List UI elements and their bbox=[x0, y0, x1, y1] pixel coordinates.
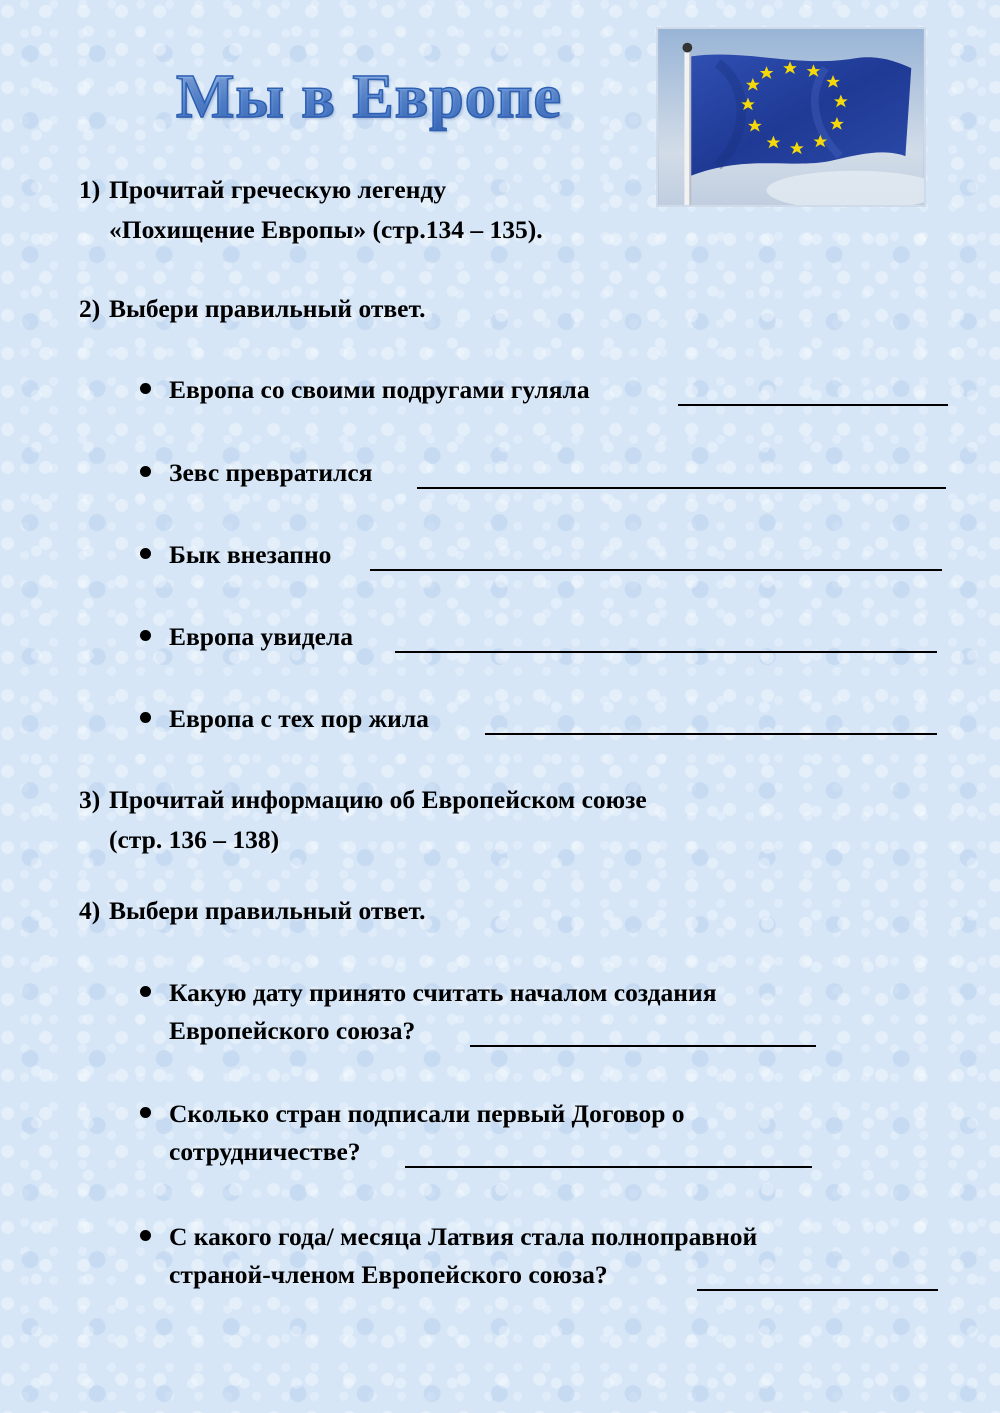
bullet-icon bbox=[140, 1107, 151, 1118]
answer-blank[interactable] bbox=[470, 1045, 816, 1047]
answer-blank[interactable] bbox=[485, 733, 937, 735]
list-item-text: С какого года/ месяца Латвия стала полноправной bbox=[169, 1222, 758, 1251]
question-text-line: (стр. 136 – 138) bbox=[109, 825, 280, 854]
question-number: 2) bbox=[79, 294, 101, 323]
eu-flag-icon bbox=[658, 29, 924, 205]
question-3 bbox=[79, 780, 647, 860]
question-text-line: Выбери правильный ответ. bbox=[109, 294, 426, 323]
list-item-text: страной-членом Европейского союза? bbox=[169, 1260, 608, 1289]
answer-blank[interactable] bbox=[417, 487, 946, 489]
question-number: 1) bbox=[79, 175, 101, 204]
list-item-text: Бык внезапно bbox=[169, 540, 332, 569]
question-number: 4) bbox=[79, 896, 101, 925]
bullet-icon bbox=[140, 383, 151, 394]
question-4 bbox=[79, 891, 425, 931]
list-item-text: Европейского союза? bbox=[169, 1016, 416, 1045]
list-item bbox=[0, 973, 950, 1053]
list-item-text: Европа со своими подругами гуляла bbox=[169, 375, 590, 404]
question-number: 3) bbox=[79, 785, 101, 814]
list-item-text: Какую дату принято считать началом создания bbox=[169, 978, 717, 1007]
bullet-icon bbox=[140, 630, 151, 641]
list-item-text: Сколько стран подписали первый Договор о bbox=[169, 1099, 685, 1128]
bullet-icon bbox=[140, 548, 151, 559]
list-item-text: Европа с тех пор жила bbox=[169, 704, 429, 733]
answer-blank[interactable] bbox=[395, 651, 937, 653]
bullet-icon bbox=[140, 712, 151, 723]
answer-blank[interactable] bbox=[697, 1289, 938, 1291]
question-text-line: Выбери правильный ответ. bbox=[109, 896, 426, 925]
bullet-icon bbox=[140, 986, 151, 997]
list-item bbox=[0, 1094, 950, 1174]
answer-blank[interactable] bbox=[405, 1166, 812, 1168]
answer-blank[interactable] bbox=[370, 569, 942, 571]
question-2 bbox=[79, 289, 425, 329]
list-item-text: Европа увидела bbox=[169, 622, 354, 651]
bullet-icon bbox=[140, 466, 151, 477]
list-item-text: Зевс превратился bbox=[169, 458, 373, 487]
question-text-line: Прочитай греческую легенду bbox=[109, 175, 447, 204]
answer-blank[interactable] bbox=[678, 404, 948, 406]
page-title: Мы в Европе bbox=[176, 63, 562, 131]
list-item bbox=[0, 1217, 950, 1297]
bullet-icon bbox=[140, 1230, 151, 1241]
list-item-text: сотрудничестве? bbox=[169, 1137, 361, 1166]
eu-flag-photo bbox=[656, 27, 926, 207]
question-1 bbox=[79, 170, 543, 250]
question-text-line: «Похищение Европы» (стр.134 – 135). bbox=[109, 215, 543, 244]
question-text-line: Прочитай информацию об Европейском союзе bbox=[109, 785, 647, 814]
